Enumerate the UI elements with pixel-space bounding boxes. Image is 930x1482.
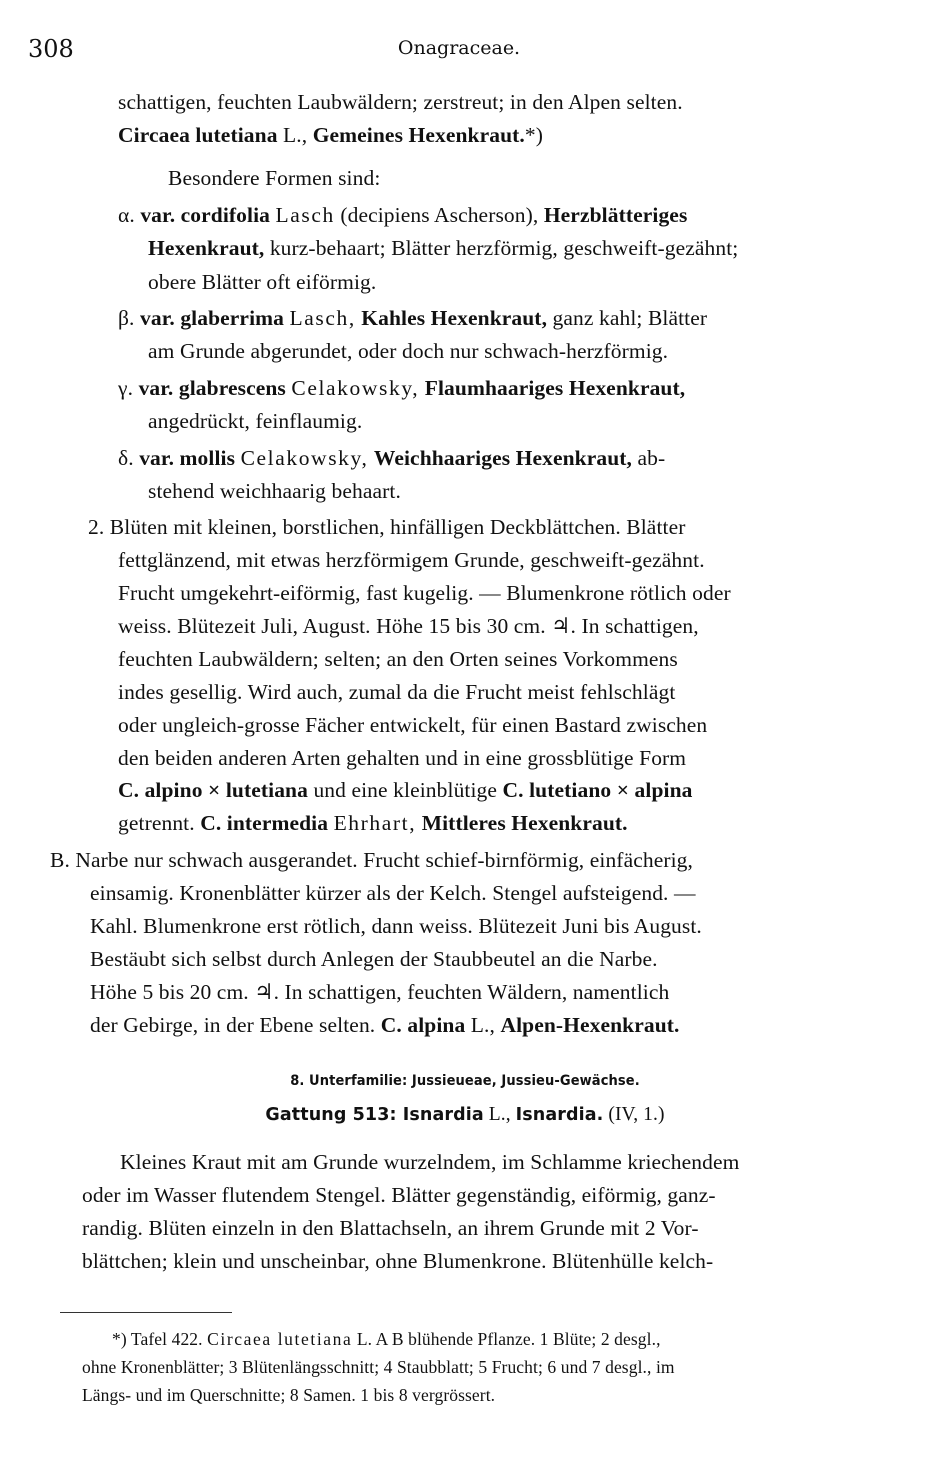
text-line: weiss. Blütezeit Juli, August. Höhe 15 bis 30 cm. ♃. In schattigen, bbox=[118, 614, 699, 638]
text-line: Kleines Kraut mit am Grunde wurzelndem, im Schlamme kriechendem bbox=[120, 1150, 740, 1174]
text-line: stehend weichhaarig behaart. bbox=[148, 479, 401, 503]
species-heading: Circaea lutetiana L., Gemeines Hexenkraut.*) bbox=[118, 123, 544, 147]
variety-delta: δ. var. mollis Celakowsky, Weichhaariges Hexenkraut, ab- bbox=[118, 446, 666, 470]
text-line: am Grunde abgerundet, oder doch nur schwach-herzförmig. bbox=[148, 339, 669, 363]
footnote-line: Längs- und im Querschnitte; 8 Samen. 1 bis 8 vergrössert. bbox=[82, 1385, 496, 1405]
page-number: 308 bbox=[28, 35, 74, 63]
variety-gamma: γ. var. glabrescens Celakowsky, Flaumhaariges Hexenkraut, bbox=[118, 376, 686, 400]
footnote-line: *) Tafel 422. Circaea lutetiana L. A B blühende Pflanze. 1 Blüte; 2 desgl., bbox=[112, 1329, 661, 1349]
text-line: der Gebirge, in der Ebene selten. C. alpina L., Alpen-Hexenkraut. bbox=[90, 1013, 680, 1037]
text-line: oder ungleich-grosse Fächer entwickelt, für einen Bastard zwischen bbox=[118, 713, 708, 737]
text-line: fettglänzend, mit etwas herzförmigem Grunde, geschweift-gezähnt. bbox=[118, 548, 705, 572]
text-line: randig. Blüten einzeln in den Blattachseln, an ihrem Grunde mit 2 Vor- bbox=[82, 1216, 699, 1240]
text-line: oder im Wasser flutendem Stengel. Blätter gegenständig, eiförmig, ganz- bbox=[82, 1183, 716, 1207]
text-line: Höhe 5 bis 20 cm. ♃. In schattigen, feuchten Wäldern, namentlich bbox=[90, 980, 670, 1004]
footnote-rule bbox=[60, 1312, 232, 1313]
text-line: 2. Blüten mit kleinen, borstlichen, hinfälligen Deckblättchen. Blätter bbox=[88, 515, 686, 539]
text-line: obere Blätter oft eiförmig. bbox=[148, 270, 377, 294]
variety-beta: β. var. glaberrima Lasch, Kahles Hexenkraut, ganz kahl; Blätter bbox=[118, 306, 708, 330]
variety-alpha: α. var. cordifolia Lasch (decipiens Ascherson), Herzblätteriges bbox=[118, 203, 688, 227]
text-line: getrennt. C. intermedia Ehrhart, Mittleres Hexenkraut. bbox=[118, 811, 628, 835]
genus-heading: Gattung 513: Isnardia L., Isnardia. (IV, 1.) bbox=[265, 1104, 665, 1125]
text-line: Hexenkraut, kurz-behaart; Blätter herzförmig, geschweift-gezähnt; bbox=[148, 236, 739, 260]
text-line: Bestäubt sich selbst durch Anlegen der Staubbeutel an die Narbe. bbox=[90, 947, 658, 971]
text-line: angedrückt, feinflaumig. bbox=[148, 409, 363, 433]
footnote-line: ohne Kronenblätter; 3 Blütenlängsschnitt; 4 Staubblatt; 5 Frucht; 6 und 7 desgl., im bbox=[82, 1357, 675, 1377]
subfamily-heading: 8. Unterfamilie: Jussieueae, Jussieu-Gewächse. bbox=[290, 1073, 640, 1089]
text-line: den beiden anderen Arten gehalten und in eine grossblütige Form bbox=[118, 746, 687, 770]
text-line: Besondere Formen sind: bbox=[168, 166, 381, 190]
text-line: blättchen; klein und unscheinbar, ohne Blumenkrone. Blütenhülle kelch- bbox=[82, 1249, 714, 1273]
text-line: einsamig. Kronenblätter kürzer als der Kelch. Stengel aufsteigend. — bbox=[90, 881, 696, 905]
running-head: Onagraceae. bbox=[397, 37, 521, 59]
text-line: Frucht umgekehrt-eiförmig, fast kugelig. — Blumenkrone rötlich oder bbox=[118, 581, 731, 605]
text-line: B. Narbe nur schwach ausgerandet. Frucht schief-birnförmig, einfächerig, bbox=[50, 848, 694, 872]
text-line: Kahl. Blumenkrone erst rötlich, dann weiss. Blütezeit Juni bis August. bbox=[90, 914, 702, 938]
page-header bbox=[28, 35, 890, 65]
hybrid-names: C. alpino × lutetiana und eine kleinblütige C. lutetiano × alpina bbox=[118, 778, 693, 802]
text-line: schattigen, feuchten Laubwäldern; zerstreut; in den Alpen selten. bbox=[118, 90, 683, 114]
text-line: indes gesellig. Wird auch, zumal da die Frucht meist fehlschlägt bbox=[118, 680, 676, 704]
text-line: feuchten Laubwäldern; selten; an den Orten seines Vorkommens bbox=[118, 647, 678, 671]
